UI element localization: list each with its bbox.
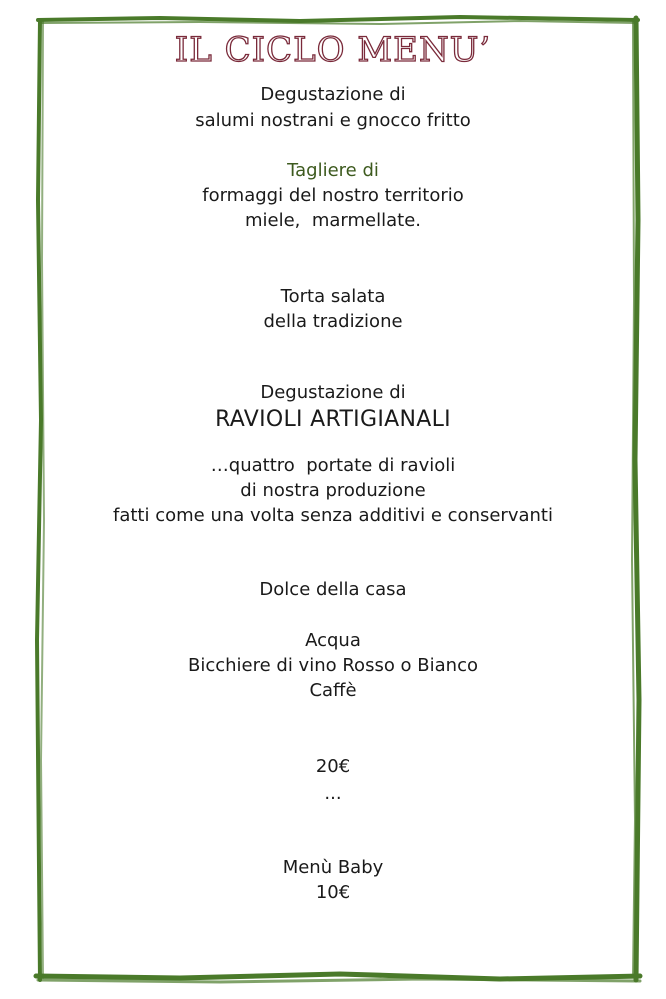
menu-line-wine: Bicchiere di vino Rosso o Bianco: [187, 655, 478, 676]
menu-line-cheese-board-heading: Tagliere di: [287, 160, 379, 181]
menu-line-savory-pie: Torta salata: [280, 286, 386, 307]
menu-line-cheeses: formaggi del nostro territorio: [202, 185, 464, 206]
menu-line-honey-jam: miele, marmellate.: [245, 210, 421, 231]
menu-line-water: Acqua: [305, 630, 361, 651]
menu-price: 20€: [315, 756, 351, 777]
menu-baby-price: 10€: [315, 882, 351, 903]
menu-line-tradition: della tradizione: [263, 311, 403, 332]
menu-line-tasting-ravioli-heading: Degustazione di: [260, 382, 406, 403]
menu-ellipsis: ...: [324, 783, 342, 804]
menu-title: IL CICLO MENU’: [174, 30, 492, 70]
menu-line-baby-menu: Menù Baby: [282, 857, 384, 878]
menu-line-coffee: Caffè: [309, 680, 357, 701]
menu-line-tasting-salumi-heading: Degustazione di: [260, 84, 406, 105]
menu-line-ravioli-title: RAVIOLI ARTIGIANALI: [215, 407, 451, 432]
menu-line-ravioli-courses: …quattro portate di ravioli: [210, 455, 456, 476]
menu-line-ravioli-production: di nostra produzione: [240, 480, 426, 501]
menu-line-salumi: salumi nostrani e gnocco fritto: [195, 110, 471, 131]
menu-line-dessert: Dolce della casa: [259, 579, 407, 600]
menu-line-ravioli-description: fatti come una volta senza additivi e conservanti: [113, 505, 553, 526]
